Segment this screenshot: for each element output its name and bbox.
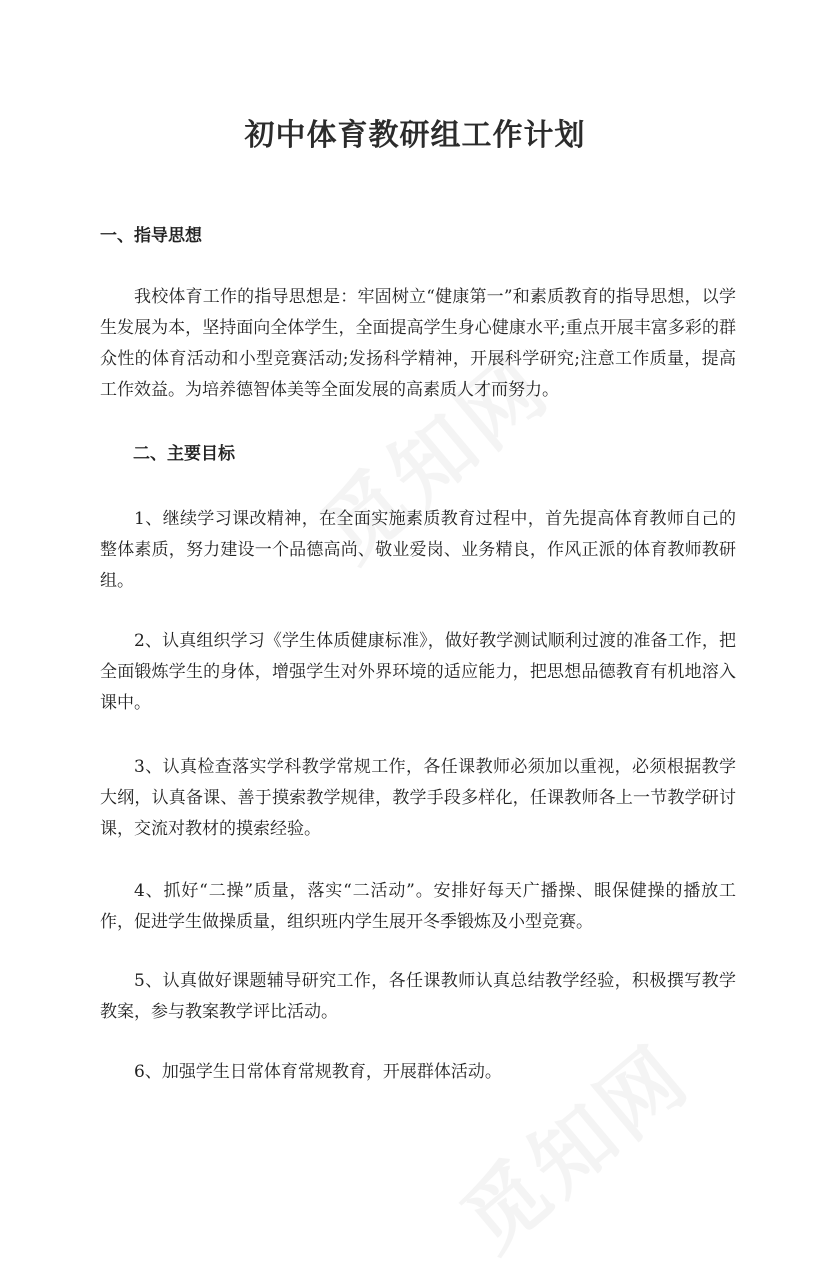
section-heading-main-goals: 二、主要目标 (133, 444, 235, 464)
paragraph: 我校体育工作的指导思想是：牢固树立“健康第一”和素质教育的指导思想，以学生发展为本，坚持面向全体学生，全面提高学生身心健康水平;重点开展丰富多彩的群众性的体育活动和小型竞赛活动;发扬科学精神，开展科学研究;注意工作质量，提高工作效益。为培养德智体美等全面发展的高素质人才而努力。 (100, 287, 736, 400)
section-heading-guiding-ideology: 一、指导思想 (100, 226, 202, 246)
document-title: 初中体育教研组工作计划 (244, 118, 586, 153)
list-item: 6、加强学生日常体育常规教育，开展群体活动。 (134, 1062, 502, 1082)
list-item: 2、认真组织学习《学生体质健康标准》，做好教学测试顺利过渡的准备工作，把全面锻炼学生的身体，增强学生对外界环境的适应能力，把思想品德教育有机地溶入课中。 (100, 631, 736, 713)
list-item: 3、认真检查落实学科教学常规工作，各任课教师必须加以重视，必须根据教学大纲，认真备课、善于摸索教学规律，教学手段多样化，任课教师各上一节教学研讨课，交流对教材的摸索经验。 (100, 757, 736, 839)
list-item: 1、继续学习课改精神，在全面实施素质教育过程中，首先提高体育教师自己的整体素质，努力建设一个品德高尚、敬业爱岗、业务精良，作风正派的体育教师教研组。 (100, 509, 736, 591)
watermark (433, 1014, 710, 1273)
list-item: 5、认真做好课题辅导研究工作，各任课教师认真总结教学经验，积极撰写教学教案，参与教案教学评比活动。 (100, 971, 736, 1022)
list-item: 4、抓好“二操”质量，落实“二活动”。安排好每天广播操、眼保健操的播放工作，促进学生做操质量，组织班内学生展开冬季锻炼及小型竞赛。 (100, 881, 737, 932)
